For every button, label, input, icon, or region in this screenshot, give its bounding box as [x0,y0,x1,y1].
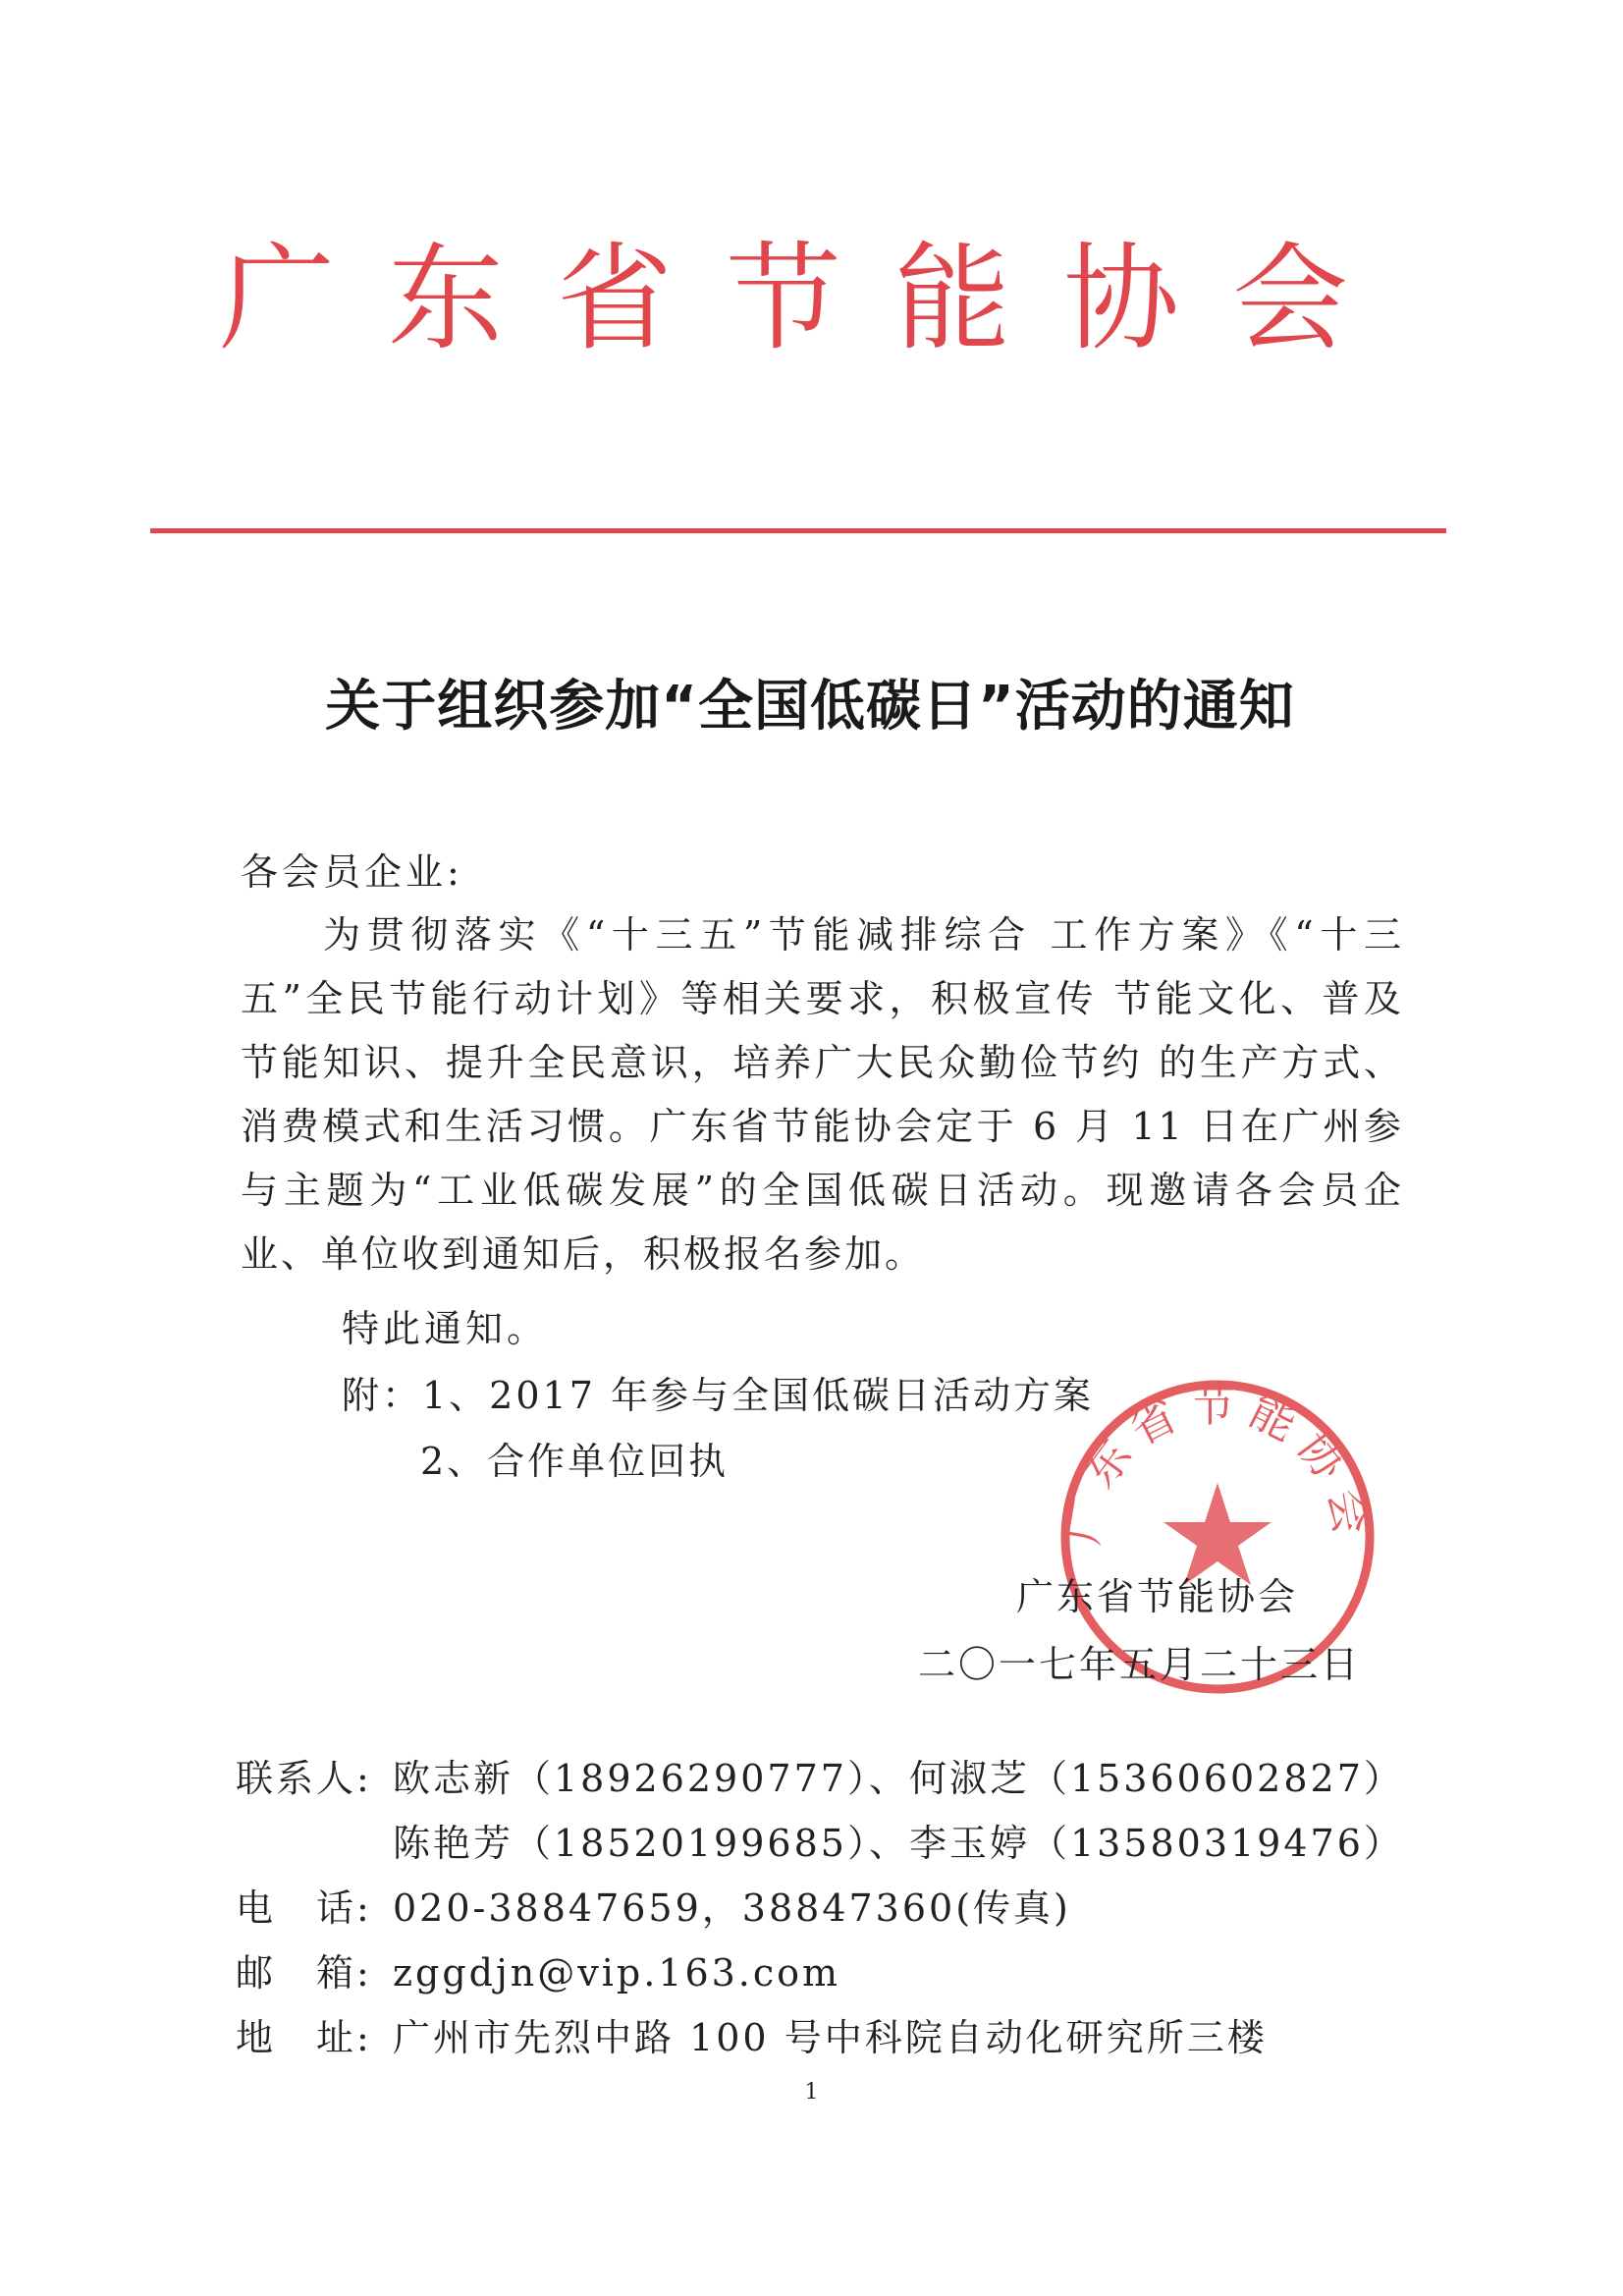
contacts-line-2: 陈艳芳（18520199685）、李玉婷（13580319476） [393,1822,1404,1865]
address-value: 广州市先烈中路 100 号中科院自动化研究所三楼 [393,2016,1268,2059]
document-title: 关于组织参加“全国低碳日”活动的通知 [325,675,1295,738]
address-label: 地 址: [236,2016,372,2059]
contact-email-row [236,1942,840,1996]
body-paragraph: 为贯彻落实《“十三五”节能减排综合 工作方案》《“十三五”全民节能行动计划》等相关要求，积极宣传 节能文化、普及节能知识、提升全民意识，培养广大民众勤俭节约 的生产方式、消费模式和生活习惯。广东省节能协会定于 6 月 11 日在广州参与主题为“工业低碳发展”的全国低碳日活动。现邀请各会员企业、单位收到通知后，积极报名参加。 [241,913,1404,1276]
contact-address-row [236,2007,1268,2061]
page-number: 1 [804,2080,819,2105]
seal-text: 广东省节能协会 [1055,1378,1380,1549]
phone-label: 电 话: [236,1886,372,1930]
phone-value: 020-38847659，38847360(传真) [393,1886,1071,1930]
signature-org: 广东省节能协会 [1016,1575,1299,1618]
contacts-label: 联系人: [236,1757,372,1800]
email-value: zggdjn@vip.163.com [393,1951,841,1995]
signature-date: 二〇一七年五月二十三日 [918,1643,1362,1686]
email-label: 邮 箱: [236,1951,372,1995]
contact-phone-row [236,1878,1071,1932]
attachment-item-2: 2、合作单位回执 [420,1440,730,1483]
closing-line: 特此通知。 [342,1307,549,1350]
contact-people-row-2 [236,1813,1404,1867]
contacts-line-1: 欧志新（18926290777）、何淑芝（15360602827） [393,1757,1404,1800]
salutation: 各会员企业: [241,850,463,894]
contact-people-row [236,1748,1404,1802]
letterhead-org-name: 广东省节能协会 [218,231,1401,366]
attachment-item-1: 附：1、2017 年参与全国低碳日活动方案 [342,1374,1094,1417]
letterhead-rule [150,528,1446,533]
